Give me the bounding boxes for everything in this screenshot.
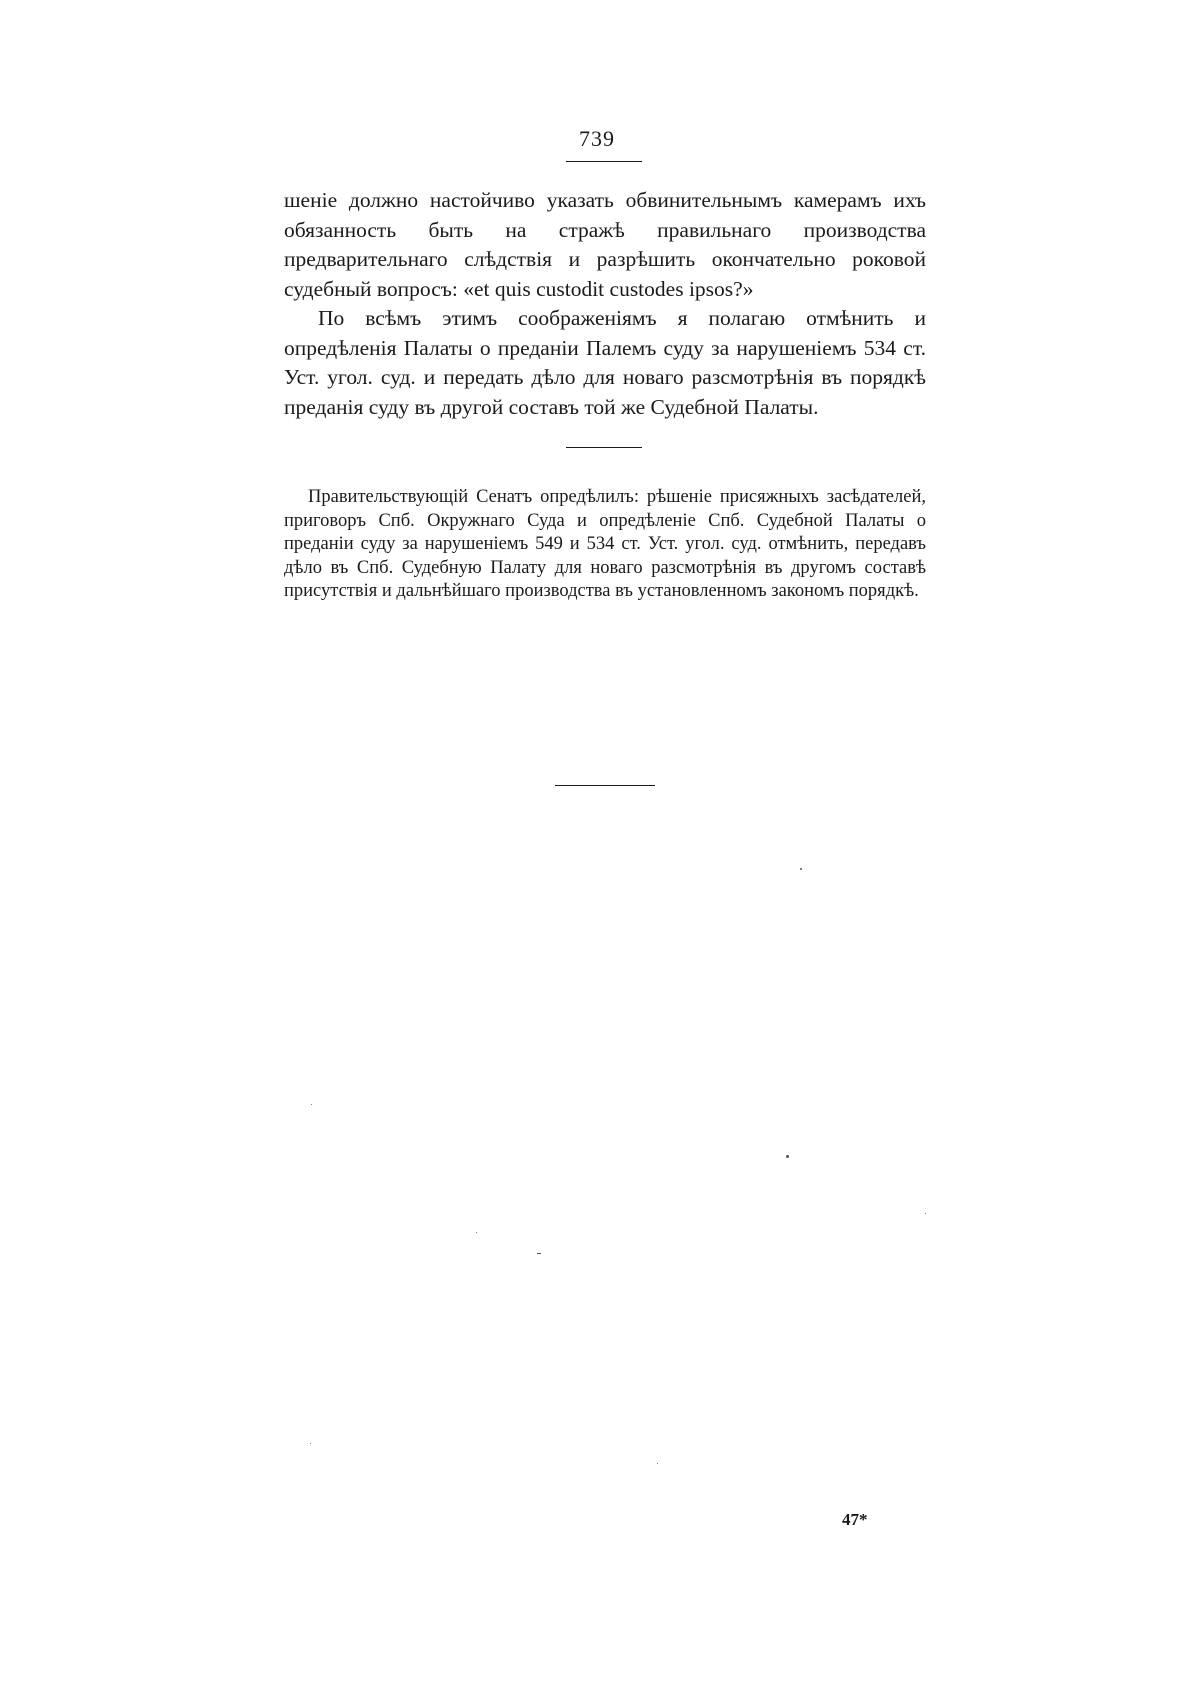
scan-speck — [925, 1213, 926, 1214]
scan-speck — [800, 868, 802, 870]
scan-speck — [537, 1253, 541, 1254]
main-text-block — [284, 186, 926, 422]
scan-speck — [476, 1232, 477, 1233]
paragraph-continuation: шеніе должно настойчиво указать обвинительнымъ камерамъ ихъ обязанность быть на стражѣ правильнаго производства предварительнаго слѣдствія и разрѣшить окончательно роковой судебный вопросъ: «et quis custodit custodes ipsos?» — [284, 188, 926, 301]
scan-speck — [310, 1443, 311, 1444]
senate-decision-text: Правительствующій Сенатъ опредѣлилъ: рѣшеніе присяжныхъ засѣдателей, приговоръ Спб. Окружнаго Суда и опредѣленіе Спб. Судебной Палаты о преданіи суду за нарушеніемъ 549 и 534 ст. Уст. угол. суд. отмѣнить, передавъ дѣло въ Спб. Судебную Палату для новаго разсмотрѣнія въ другомъ составѣ присутствія и дальнѣйшаго производства въ установленномъ закономъ порядкѣ. — [284, 487, 926, 601]
page-number: 739 — [579, 126, 615, 151]
scan-speck — [311, 1104, 312, 1105]
scan-speck — [657, 1463, 658, 1464]
header-rule — [566, 161, 642, 162]
signature-mark: 47* — [842, 1510, 868, 1529]
end-rule — [555, 785, 655, 786]
section-divider — [566, 447, 642, 448]
paragraph-conclusion: По всѣмъ этимъ соображеніямъ я полагаю отмѣнить и опредѣленія Палаты о преданіи Палемъ суду за нарушеніемъ 534 ст. Уст. угол. суд. и передать дѣло для новаго разсмотрѣнія въ порядкѣ преданія суду въ другой составъ той же Судебной Палаты. — [284, 306, 926, 419]
scan-speck — [786, 1155, 789, 1158]
senate-decision-block — [284, 486, 926, 604]
